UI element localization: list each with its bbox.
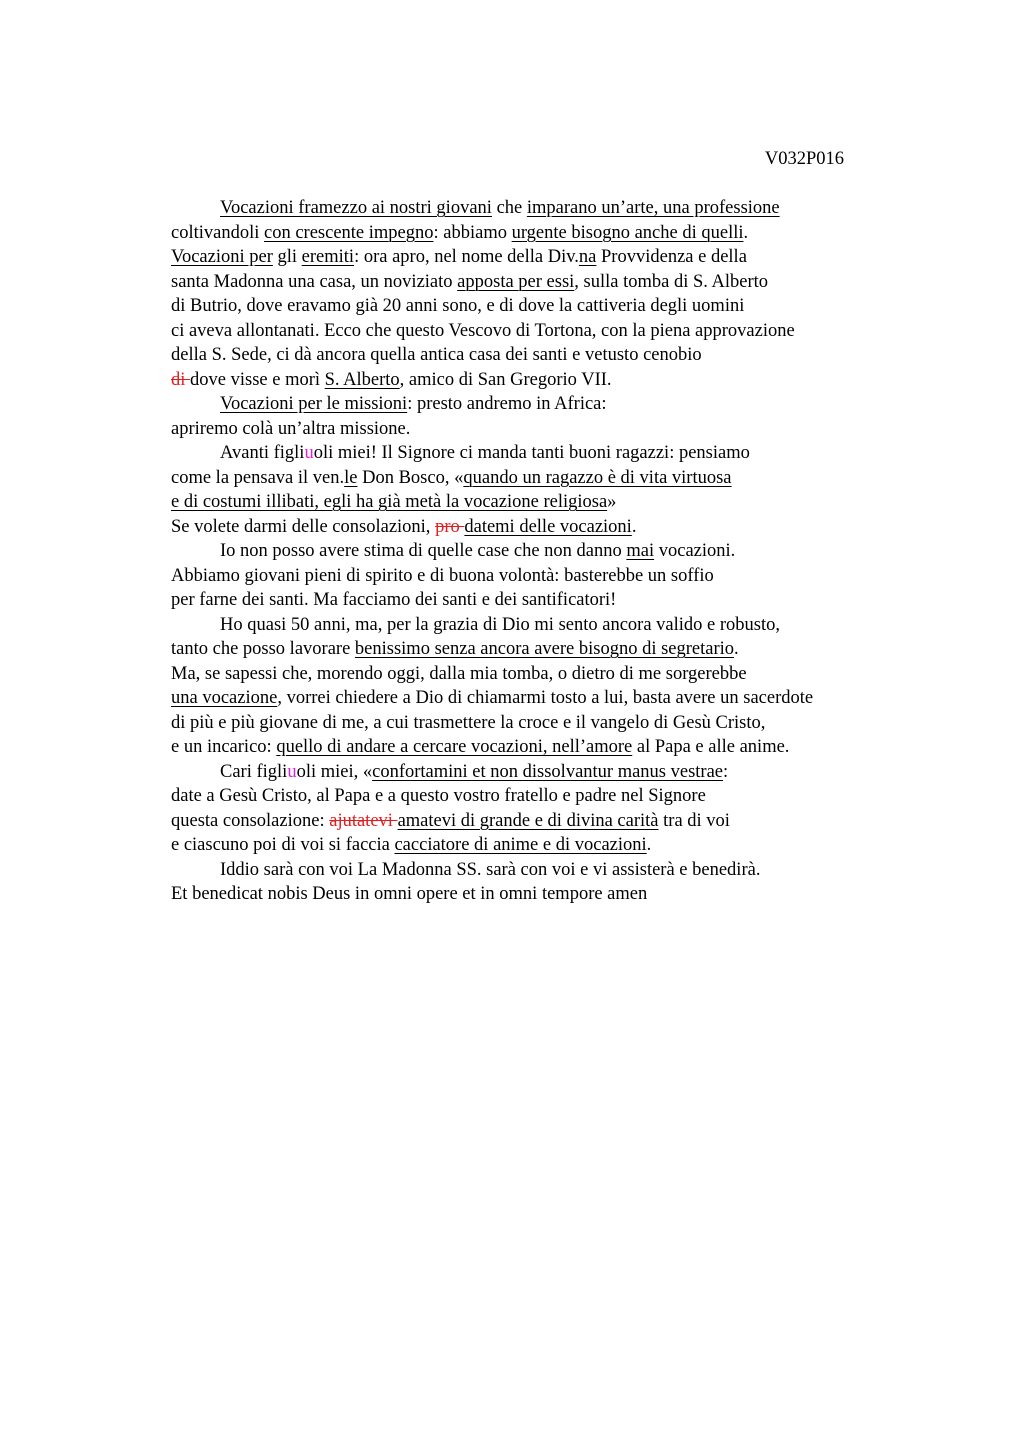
text-segment: oli miei, « <box>296 761 373 782</box>
text-segment: gli <box>272 247 302 267</box>
text-segment: al Papa e alle anime. <box>632 737 790 757</box>
text-line <box>171 858 931 883</box>
text-segment: dove visse e morì <box>190 369 325 390</box>
text-segment: , vorrei chiedere a Dio di chiamarmi tosto a lui, basta avere un sacerdote <box>277 688 814 708</box>
text-segment: tra di voi <box>658 810 730 831</box>
text-line <box>171 784 931 809</box>
text-line <box>171 637 931 662</box>
inserted-correction: u <box>287 761 297 782</box>
text-segment: ci aveva allontanati. Ecco che questo Vescovo di Tortona, con la piena approvazione <box>171 320 795 341</box>
text-segment: Et benedicat nobis Deus in omni opere et in omni tempore amen <box>171 884 648 904</box>
text-line <box>171 319 931 344</box>
text-segment: . <box>734 639 739 659</box>
text-segment: che <box>491 198 527 218</box>
underlined-text: con crescente impegno <box>264 222 434 243</box>
underlined-text: urgente bisogno anche di quelli <box>511 222 744 243</box>
text-segment: Avanti figli <box>220 443 305 463</box>
text-segment: Ho quasi 50 anni, ma, per la grazia di Dio mi sento ancora valido e robusto, <box>220 614 780 635</box>
underlined-text: le <box>344 467 358 488</box>
text-segment: come la pensava il ven. <box>171 467 345 488</box>
text-segment: Don Bosco, « <box>357 467 464 488</box>
text-segment: Abbiamo giovani pieni di spirito e di buona volontà: basterebbe un soffio <box>171 565 714 586</box>
text-segment: della S. Sede, ci dà ancora quella antica casa dei santi e vetusto cenobio <box>171 345 702 365</box>
text-segment: apriremo colà un’altra missione. <box>171 418 411 439</box>
text-segment: coltivandoli <box>171 222 264 243</box>
text-line <box>171 515 931 540</box>
text-segment: : ora apro, nel nome della Div. <box>354 247 579 267</box>
text-line <box>171 441 931 466</box>
text-segment: , sulla tomba di S. Alberto <box>574 271 769 292</box>
text-line <box>171 196 931 221</box>
text-segment: : abbiamo <box>433 222 512 243</box>
text-segment: per farne dei santi. Ma facciamo dei santi e dei santificatori! <box>171 590 617 610</box>
text-segment: . <box>646 835 652 855</box>
text-segment: Io non posso avere stima di quelle case che non danno <box>220 541 627 561</box>
underlined-text: confortamini et non dissolvantur manus vestrae <box>372 761 724 782</box>
text-segment: Se volete darmi delle consolazioni, <box>171 516 436 537</box>
letter-body <box>171 196 931 907</box>
text-line <box>171 294 931 319</box>
text-line <box>171 809 931 834</box>
text-line <box>171 882 931 907</box>
text-segment: Iddio sarà con voi La Madonna SS. sarà con voi e vi assisterà e benedirà. <box>220 859 761 880</box>
text-line <box>171 711 931 736</box>
text-line <box>171 417 931 442</box>
text-segment: , amico di San Gregorio VII. <box>399 369 612 390</box>
text-segment: Provvidenza e della <box>596 247 747 267</box>
underlined-text: quando un ragazzo è di vita virtuosa <box>463 467 732 488</box>
struck-out-text: pro <box>435 516 465 537</box>
underlined-text: mai <box>626 541 655 561</box>
underlined-text: e di costumi illibati, egli ha già metà la vocazione religiosa <box>171 492 608 512</box>
text-line <box>171 490 931 515</box>
text-line <box>171 221 931 246</box>
text-segment: santa Madonna una casa, un noviziato <box>171 271 458 292</box>
struck-out-text: ajutatevi <box>329 810 398 831</box>
text-segment: : presto andremo in Africa: <box>407 394 607 414</box>
text-segment: di più e più giovane di me, a cui trasmettere la croce e il vangelo di Gesù Cristo, <box>171 712 766 733</box>
text-segment: tanto che posso lavorare <box>171 639 355 659</box>
text-segment: Cari figli <box>220 761 288 782</box>
text-line <box>171 833 931 858</box>
underlined-text: apposta per essi <box>457 271 575 292</box>
text-segment: questa consolazione: <box>171 810 330 831</box>
text-line <box>171 588 931 613</box>
underlined-text: na <box>578 247 597 267</box>
text-segment: di Butrio, dove eravamo già 20 anni sono, e di dove la cattiveria degli uomini <box>171 296 745 316</box>
underlined-text: cacciatore di anime e di vocazioni <box>394 835 647 855</box>
text-line <box>171 564 931 589</box>
text-line <box>171 368 931 393</box>
text-line <box>171 392 931 417</box>
underlined-text: quello di andare a cercare vocazioni, nell’amore <box>276 737 633 757</box>
underlined-text: amatevi di grande e di divina carità <box>397 810 659 831</box>
underlined-text: imparano un’arte, una professione <box>526 198 780 218</box>
text-line <box>171 613 931 638</box>
underlined-text: Vocazioni per le missioni <box>220 394 408 414</box>
underlined-text: Vocazioni framezzo ai nostri giovani <box>220 198 492 218</box>
text-line <box>171 466 931 491</box>
text-segment: date a Gesù Cristo, al Papa e a questo vostro fratello e padre nel Signore <box>171 786 706 806</box>
text-segment: vocazioni. <box>654 541 736 561</box>
text-segment: oli miei! Il Signore ci manda tanti buoni ragazzi: pensiamo <box>313 443 750 463</box>
text-segment: Ma, se sapessi che, morendo oggi, dalla mia tomba, o dietro di me sorgerebbe <box>171 663 747 684</box>
text-line <box>171 270 931 295</box>
inserted-correction: u <box>304 443 314 463</box>
text-line <box>171 245 931 270</box>
underlined-text: eremiti <box>301 247 355 267</box>
text-line <box>171 735 931 760</box>
text-line <box>171 686 931 711</box>
underlined-text: una vocazione <box>171 688 278 708</box>
text-segment: e un incarico: <box>171 737 277 757</box>
text-segment: e ciascuno poi di voi si faccia <box>171 835 395 855</box>
text-segment: : <box>723 761 729 782</box>
text-segment: . <box>631 516 637 537</box>
underlined-text: S. Alberto <box>324 369 400 390</box>
underlined-text: datemi delle vocazioni <box>464 516 632 537</box>
text-line <box>171 662 931 687</box>
text-line <box>171 760 931 785</box>
page-identifier: V032P016 <box>764 149 844 169</box>
text-line <box>171 343 931 368</box>
underlined-text: benissimo senza ancora avere bisogno di segretario <box>354 639 735 659</box>
text-line <box>171 539 931 564</box>
underlined-text: Vocazioni per <box>171 247 273 267</box>
text-segment: » <box>607 492 617 512</box>
text-segment: . <box>743 222 749 243</box>
struck-out-text: di <box>171 369 191 390</box>
